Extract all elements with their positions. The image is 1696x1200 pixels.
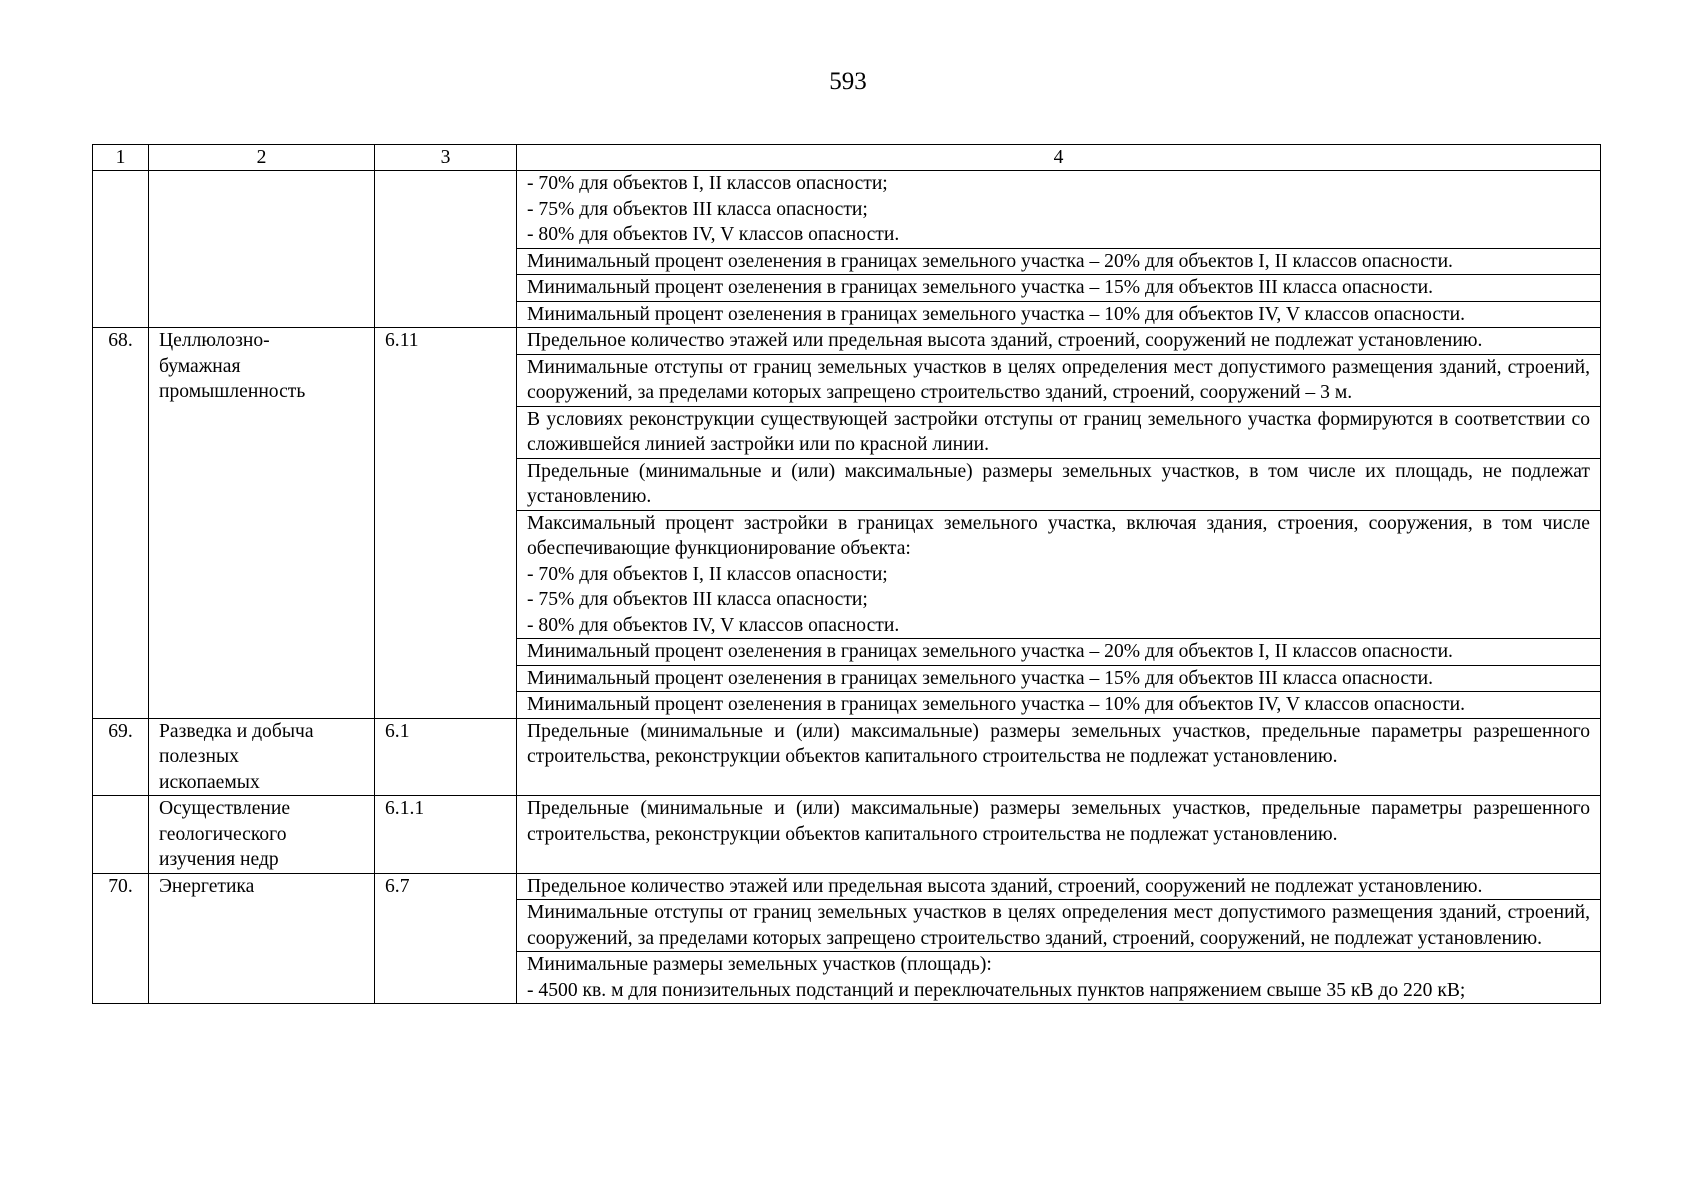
parameter-text: Минимальный процент озеленения в границах земельного участка – 20% для объектов I, II классов опасности. — [527, 641, 1453, 662]
regulations-table — [92, 144, 1601, 1004]
parameter-cell — [517, 718, 1601, 796]
land-use-name-line: ископаемых — [159, 771, 260, 793]
land-use-name-line: Энергетика — [159, 875, 255, 897]
item-number: 70. — [93, 873, 149, 1004]
parameter-text: Минимальные размеры земельных участков (площадь): — [527, 954, 992, 975]
parameter-text: Предельные (минимальные и (или) максимальные) размеры земельных участков, предельные параметры разрешенного строительства, реконструкции объектов капитального строительства не подлежат установлению. — [527, 720, 1590, 767]
parameter-text: Предельные (минимальные и (или) максимальные) размеры земельных участков, в том числе их площадь, не подлежат установлению. — [527, 460, 1590, 507]
parameter-text: Минимальный процент озеленения в границах земельного участка – 10% для объектов IV, V классов опасности. — [527, 694, 1465, 715]
parameter-text: - 75% для объектов III класса опасности; — [527, 589, 868, 610]
parameter-cell — [517, 510, 1601, 639]
parameter-text: Минимальный процент озеленения в границах земельного участка – 20% для объектов I, II классов опасности. — [527, 250, 1453, 272]
parameter-cell — [517, 406, 1601, 458]
item-number — [93, 796, 149, 874]
parameter-cell — [517, 248, 1601, 275]
parameter-cell — [517, 796, 1601, 874]
parameter-text: Минимальный процент озеленения в границах земельного участка – 15% для объектов III класса опасности. — [527, 277, 1434, 298]
parameter-text: Минимальные отступы от границ земельных участков в целях определения мест допустимого размещения зданий, строений, сооружений, за пределами которых запрещено строительство зданий, строений, сооружений – 3 м. — [527, 356, 1590, 403]
land-use-name-line: бумажная — [159, 355, 241, 377]
land-use-name — [149, 328, 375, 719]
parameter-text: - 70% для объектов I, II классов опасности; — [527, 173, 888, 194]
parameter-text: Предельное количество этажей или предельная высота зданий, строений, сооружений не подлежат установлению. — [527, 875, 1483, 897]
page-number: 593 — [829, 68, 867, 95]
parameter-text: В условиях реконструкции существующей застройки отступы от границ земельного участка формируются в соответствии со сложившейся линией застройки или по красной линии. — [527, 408, 1590, 455]
land-use-code: 6.11 — [375, 328, 517, 719]
table-row — [93, 718, 1601, 796]
parameter-cell — [517, 171, 1601, 249]
parameter-text: Минимальный процент озеленения в границах земельного участка – 15% для объектов III класса опасности. — [527, 667, 1434, 689]
land-use-name-line: Осуществление — [159, 798, 291, 819]
land-use-name-line: геологического — [159, 823, 287, 845]
parameter-cell — [517, 692, 1601, 719]
parameter-text: - 4500 кв. м для понизительных подстанций и переключательных пунктов напряжением свыше 35 кВ до 220 кВ; — [527, 979, 1466, 1001]
land-use-code: 6.1 — [375, 718, 517, 796]
parameter-cell — [517, 354, 1601, 406]
table-row — [93, 796, 1601, 874]
parameter-cell — [517, 458, 1601, 510]
parameter-text: - 70% для объектов I, II классов опасности; — [527, 563, 888, 585]
parameter-cell — [517, 900, 1601, 952]
header-cell: 2 — [149, 145, 375, 171]
land-use-name-line: изучения недр — [159, 849, 279, 870]
parameter-cell — [517, 665, 1601, 692]
land-use-name-line: Разведка и добыча — [159, 720, 314, 742]
land-use-name — [149, 796, 375, 874]
parameter-text: Предельное количество этажей или предельная высота зданий, строений, сооружений не подлежат установлению. — [527, 330, 1483, 351]
parameter-text: Минимальные отступы от границ земельных участков в целях определения мест допустимого размещения зданий, строений, сооружений, за пределами которых запрещено строительство зданий, строений, сооружений, не подлежат установлению. — [527, 902, 1590, 949]
parameter-cell — [517, 328, 1601, 355]
land-use-name — [149, 171, 375, 328]
land-use-name — [149, 718, 375, 796]
parameter-text: Предельные (минимальные и (или) максимальные) размеры земельных участков, предельные параметры разрешенного строительства, реконструкции объектов капитального строительства не подлежат установлению. — [527, 798, 1590, 845]
parameter-text: Минимальный процент озеленения в границах земельного участка – 10% для объектов IV, V классов опасности. — [527, 303, 1465, 325]
table-row — [93, 873, 1601, 900]
land-use-code: 6.7 — [375, 873, 517, 1004]
land-use-name-line: промышленность — [159, 381, 306, 402]
item-number — [93, 171, 149, 328]
header-cell: 1 — [93, 145, 149, 171]
parameter-text: Максимальный процент застройки в границах земельного участка, включая здания, строения, сооружения, в том числе обеспечивающие функционирование объекта: — [527, 512, 1590, 559]
land-use-code: 6.1.1 — [375, 796, 517, 874]
item-number: 69. — [93, 718, 149, 796]
land-use-code — [375, 171, 517, 328]
parameter-cell — [517, 952, 1601, 1004]
parameter-text: - 80% для объектов IV, V классов опасности. — [527, 224, 900, 245]
item-number: 68. — [93, 328, 149, 719]
land-use-name — [149, 873, 375, 1004]
header-cell: 3 — [375, 145, 517, 171]
parameter-text: - 80% для объектов IV, V классов опасности. — [527, 614, 900, 636]
table-header-row — [93, 145, 1601, 171]
table-row — [93, 328, 1601, 355]
land-use-name-line: Целлюлозно- — [159, 330, 270, 351]
header-cell: 4 — [517, 145, 1601, 171]
parameter-cell — [517, 275, 1601, 302]
land-use-name-line: полезных — [159, 746, 239, 767]
parameter-cell — [517, 301, 1601, 328]
parameter-cell — [517, 873, 1601, 900]
parameter-text: - 75% для объектов III класса опасности; — [527, 198, 868, 220]
table-row — [93, 171, 1601, 249]
parameter-cell — [517, 639, 1601, 666]
